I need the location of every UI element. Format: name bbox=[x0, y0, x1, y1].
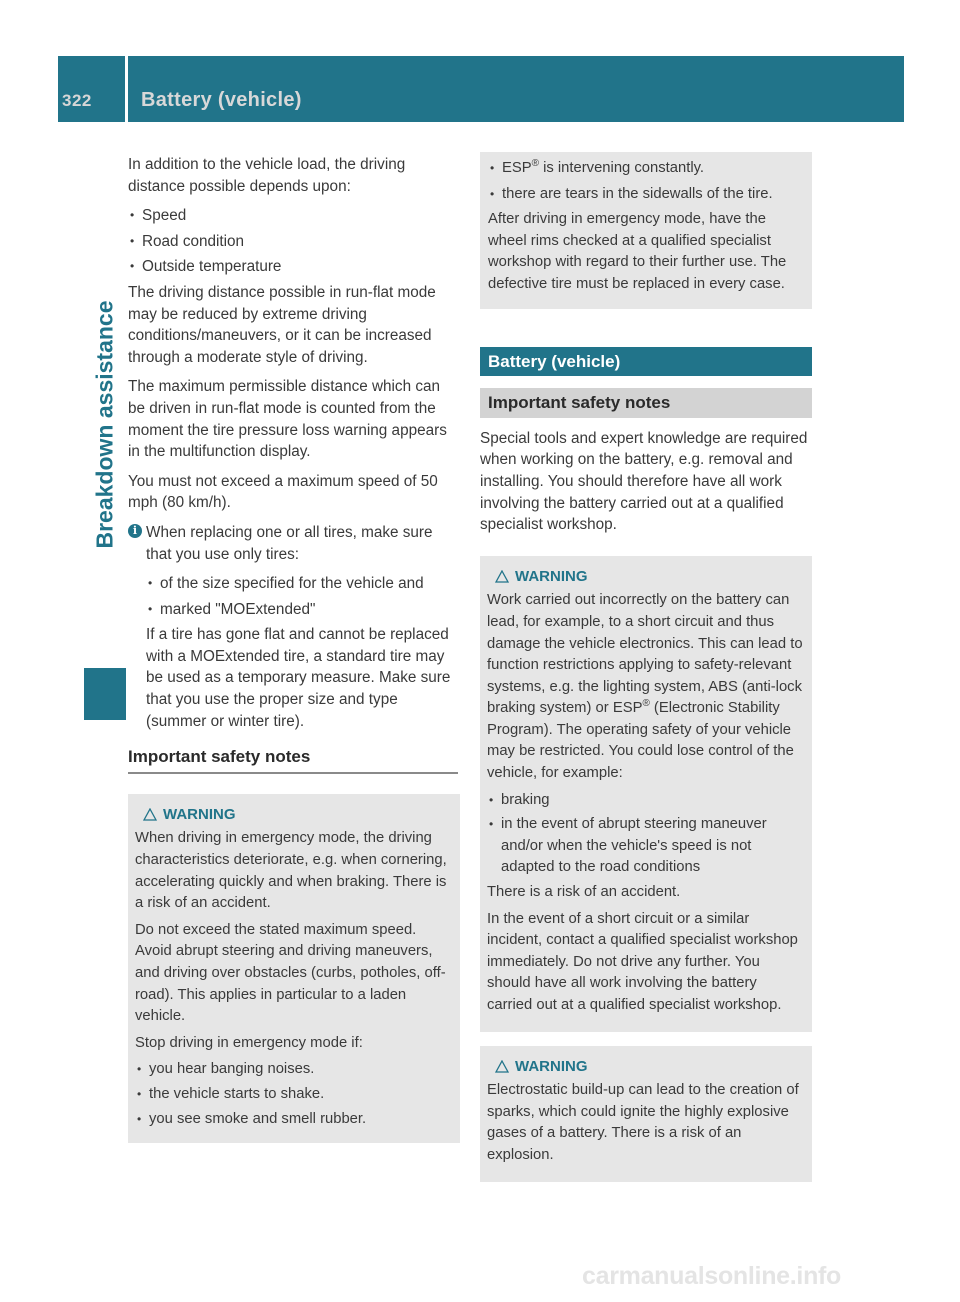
warning-paragraph: In the event of a short circuit or a similar incident, contact a qualified specialist workshop immediately. Do not drive any further. You should have all work involving the battery carried out at a qualified specialist workshop. bbox=[487, 910, 798, 1013]
warning-paragraph: There is a risk of an accident. bbox=[487, 884, 681, 901]
left-column bbox=[128, 154, 460, 1143]
paragraph: The maximum permissible distance which can be driven in run-flat mode is counted from the moment the tire pressure loss warning appears in the multifunction display. bbox=[128, 378, 447, 461]
list-item: • there are tears in the sidewalls of the tire. bbox=[488, 184, 804, 206]
list-item: • marked "MOExtended" bbox=[146, 599, 460, 621]
warning-triangle-icon bbox=[143, 808, 157, 821]
warning-list bbox=[135, 1059, 453, 1130]
paragraph: The driving distance possible in run-flat mode may be reduced by extreme driving conditions/maneuvers, or it can be increased through a moderate style of driving. bbox=[128, 283, 436, 366]
note-text: When replacing one or all tires, make sure that you use only tires: bbox=[146, 523, 433, 563]
section-title: Battery (vehicle) bbox=[480, 347, 812, 377]
side-tab-label: Breakdown assistance bbox=[91, 299, 118, 549]
warning-header bbox=[487, 1056, 805, 1078]
side-tab bbox=[84, 128, 126, 720]
warning-text: (Electronic Stability Program). The operating safety of your vehicle may be restricted. You could lose control of the vehicle, for example: bbox=[487, 700, 794, 782]
warning-paragraph: Electrostatic build-up can lead to the creation of sparks, which could ignite the highly explosive gases of a battery. There is a risk of an explosion. bbox=[487, 1082, 799, 1163]
list-item: • Speed bbox=[128, 205, 460, 227]
list-item: • in the event of abrupt steering maneuver and/or when the vehicle's speed is not adapted to the road conditions bbox=[487, 814, 805, 879]
list-item: • the vehicle starts to shake. bbox=[135, 1084, 453, 1106]
warning-label: WARNING bbox=[515, 1057, 588, 1075]
warning-paragraph: Stop driving in emergency mode if: bbox=[135, 1034, 363, 1051]
warning-triangle-icon bbox=[495, 1060, 509, 1073]
registered-mark: ® bbox=[642, 698, 650, 710]
warning-paragraph: Do not exceed the stated maximum speed. Avoid abrupt steering and driving maneuvers, and driving over obstacles (curbs, potholes, off-road). This applies in particular to a laden vehicle. bbox=[135, 921, 446, 1025]
warning-paragraph: When driving in emergency mode, the driving characteristics deteriorate, e.g. when cornering, accelerating quickly and when braking. There is a risk of an accident. bbox=[135, 830, 447, 912]
continued-warning-box bbox=[480, 152, 812, 309]
list-item: • braking bbox=[487, 790, 805, 812]
list-item: • you hear banging noises. bbox=[135, 1059, 453, 1081]
info-icon: i bbox=[128, 524, 142, 538]
list-item: • of the size specified for the vehicle and bbox=[146, 573, 460, 595]
factor-list bbox=[128, 205, 460, 278]
intro-paragraph: Special tools and expert knowledge are required when working on the battery, e.g. removal and installing. You should therefore have all work involving the battery carried out at a qualified specialist workshop. bbox=[480, 429, 808, 534]
list-item: • you see smoke and smell rubber. bbox=[135, 1109, 453, 1131]
subsection-title: Important safety notes bbox=[480, 388, 812, 418]
warning-triangle-icon bbox=[495, 570, 509, 583]
side-tab-block bbox=[84, 668, 126, 720]
warning-list bbox=[487, 790, 805, 879]
page-number: 322 bbox=[62, 91, 92, 110]
intro-paragraph: In addition to the vehicle load, the driving distance possible depends upon: bbox=[128, 156, 406, 195]
continued-list bbox=[488, 158, 804, 205]
paragraph: After driving in emergency mode, have the wheel rims checked at a qualified specialist workshop with regard to their further use. The defective tire must be replaced in every case. bbox=[488, 211, 787, 292]
list-item: • Road condition bbox=[128, 231, 460, 253]
note-text-2: If a tire has gone flat and cannot be replaced with a MOExtended tire, a standard tire may be used as a temporary measure. Make sure that you use the proper size and type (summer or winter tire). bbox=[146, 626, 451, 730]
esp-text: ESP bbox=[502, 160, 532, 176]
list-item-text: is intervening constantly. bbox=[538, 160, 705, 176]
warning-box bbox=[480, 556, 812, 1032]
esp-text: ESP bbox=[612, 700, 643, 717]
list-item: • Outside temperature bbox=[128, 256, 460, 278]
warning-label: WARNING bbox=[515, 567, 588, 585]
warning-text: Work carried out incorrectly on the battery can lead, for example, to a short circuit and thus damage the vehicle electronics. This can lead to function restrictions applying to safety-relevant systems, e.g. the lighting system, ABS (anti-lock braking system) or bbox=[487, 592, 803, 717]
warning-header bbox=[487, 566, 805, 588]
watermark: carmanualsonline.info bbox=[582, 1262, 842, 1290]
info-note bbox=[128, 522, 460, 732]
paragraph: You must not exceed a maximum speed of 50 mph (80 km/h). bbox=[128, 472, 438, 512]
warning-box bbox=[480, 1046, 812, 1182]
list-item bbox=[488, 158, 804, 180]
note-list bbox=[146, 573, 460, 620]
warning-box bbox=[128, 794, 460, 1143]
warning-paragraph bbox=[487, 590, 805, 784]
header-divider bbox=[125, 56, 128, 122]
warning-label: WARNING bbox=[163, 805, 236, 823]
right-column bbox=[480, 152, 812, 1182]
registered-mark: ® bbox=[531, 158, 539, 170]
safety-heading: Important safety notes bbox=[128, 746, 458, 774]
warning-header bbox=[135, 804, 453, 826]
page-title: Battery (vehicle) bbox=[141, 89, 302, 111]
